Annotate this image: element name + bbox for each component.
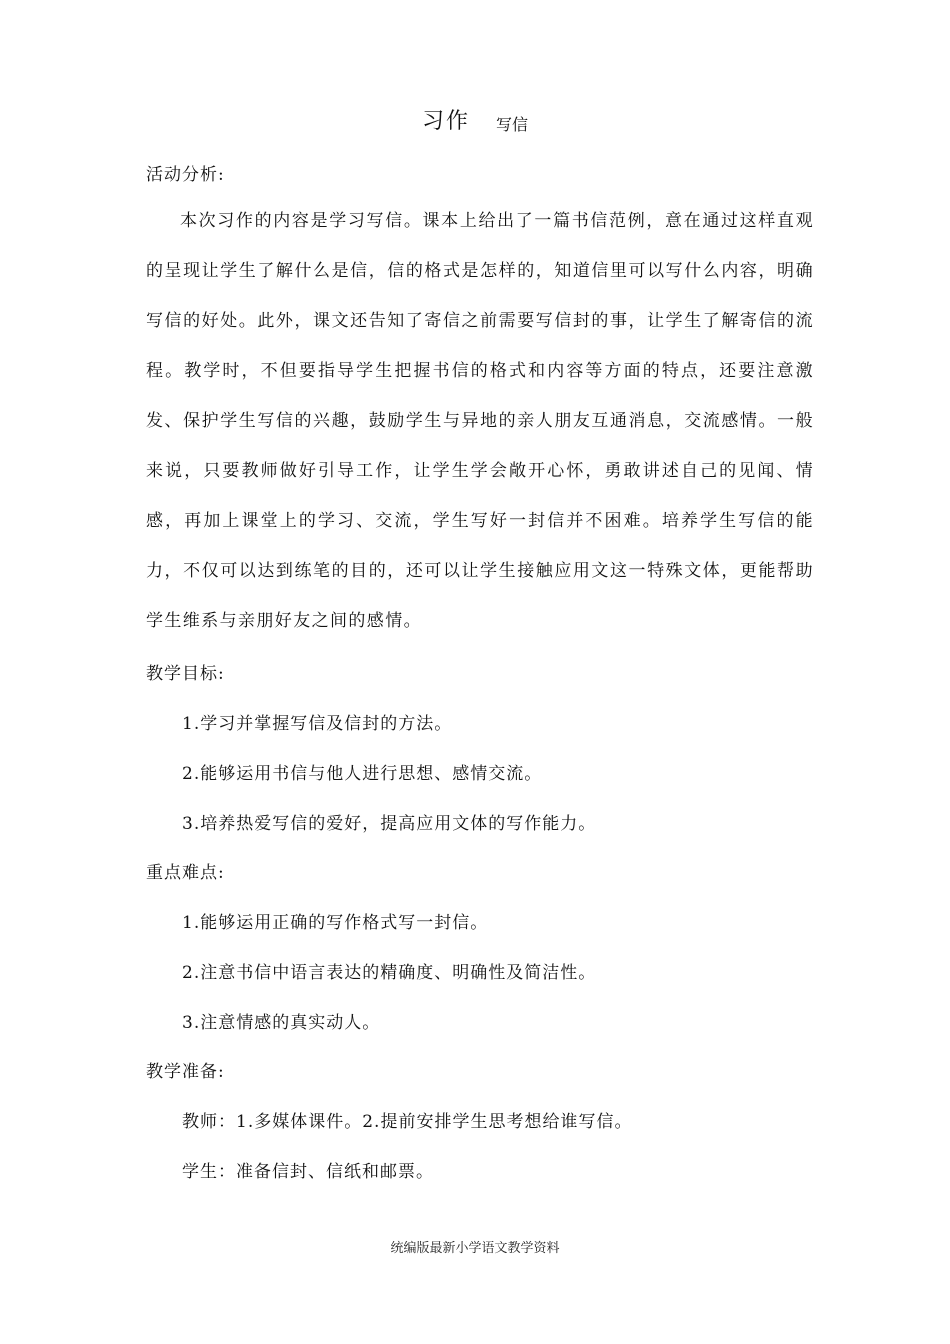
page-subtitle: 写信 — [496, 115, 529, 134]
goal-item: 2.能够运用书信与他人进行思想、感情交流。 — [182, 764, 543, 784]
key-points-heading: 重点难点: — [146, 863, 225, 883]
key-point-item: 2.注意书信中语言表达的精确度、明确性及简洁性。 — [182, 963, 597, 983]
goal-item: 1.学习并掌握写信及信封的方法。 — [182, 714, 453, 734]
preparation-item-teacher: 教师：1.多媒体课件。2.提前安排学生思考想给谁写信。 — [182, 1112, 633, 1132]
page-footer: 统编版最新小学语文教学资料 — [390, 1241, 560, 1256]
analysis-paragraph: 本次习作的内容是学习写信。课本上给出了一篇书信范例，意在通过这样直观的呈现让学生了解什么是信，信的格式是怎样的，知道信里可以写什么内容，明确写信的好处。此外，课文还告知了寄信之前需要写信封的事，让学生了解寄信的流程。教学时，不但要指导学生把握书信的格式和内容等方面的特点，还要注意激发、保护学生写信的兴趣，鼓励学生与异地的亲人朋友互通消息，交流感情。一般来说，只要教师做好引导工作，让学生学会敞开心怀，勇敢讲述自己的见闻、情感，再加上课堂上的学习、交流，学生写好一封信并不困难。培养学生写信的能力，不仅可以达到练笔的目的，还可以让学生接触应用文这一特殊文体，更能帮助学生维系与亲朋好友之间的感情。 — [146, 211, 814, 631]
page-title: 习作 — [421, 109, 470, 134]
preparation-item-student: 学生：准备信封、信纸和邮票。 — [182, 1162, 434, 1182]
title-row — [0, 104, 950, 135]
preparation-heading: 教学准备: — [146, 1062, 225, 1082]
key-point-item: 3.注意情感的真实动人。 — [182, 1013, 381, 1033]
goal-item: 3.培养热爱写信的爱好，提高应用文体的写作能力。 — [182, 814, 597, 834]
key-point-item: 1.能够运用正确的写作格式写一封信。 — [182, 913, 489, 933]
goals-heading: 教学目标: — [146, 664, 225, 684]
analysis-heading: 活动分析: — [146, 165, 225, 185]
